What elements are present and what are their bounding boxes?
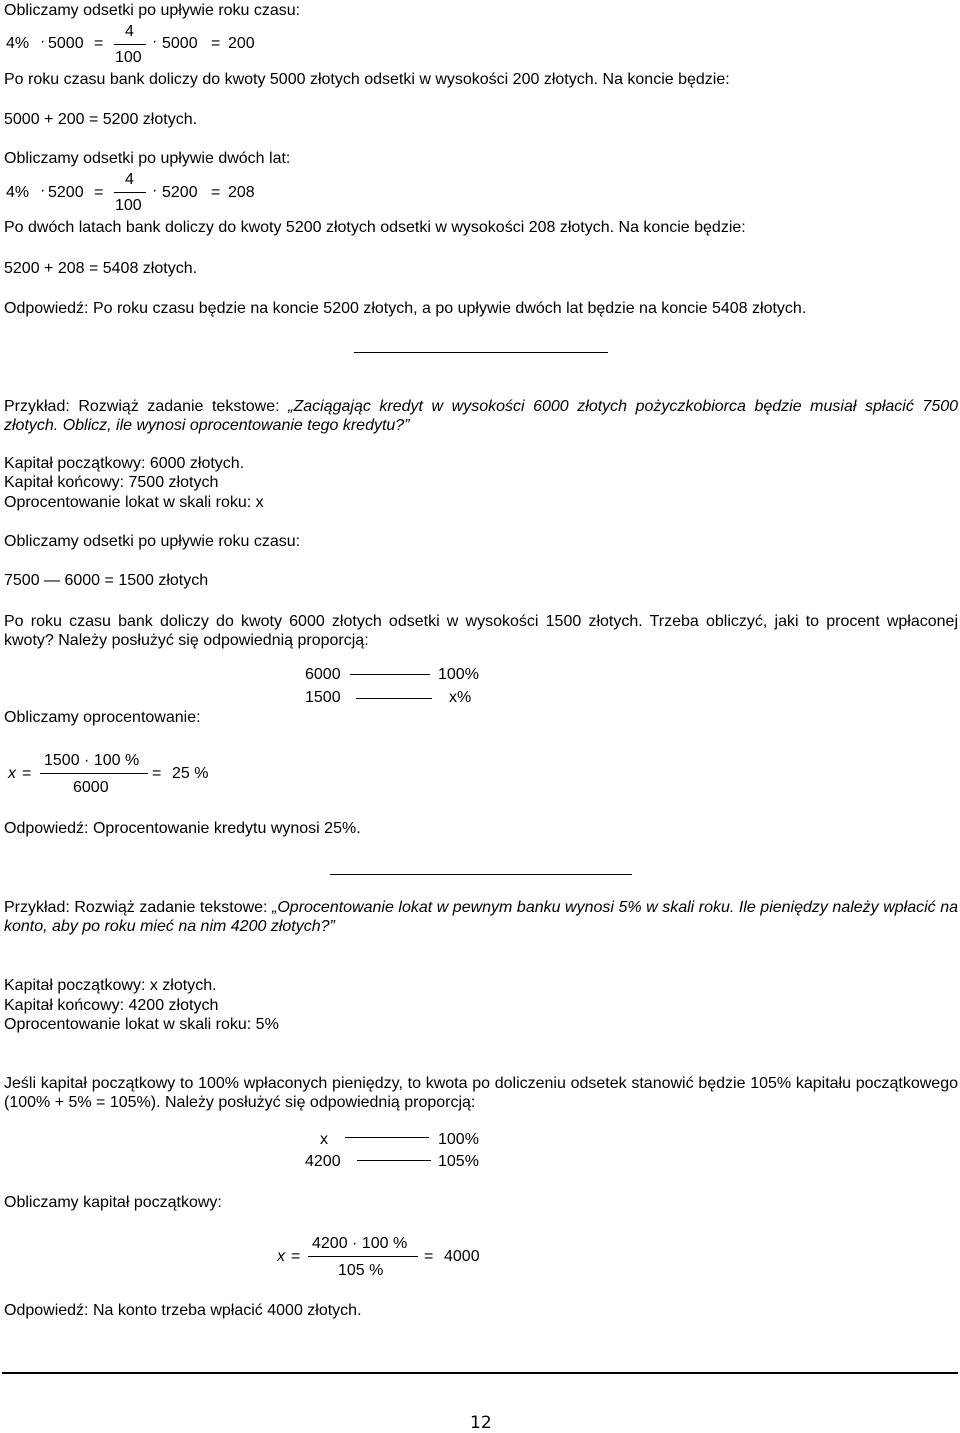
proportion-left: 1500: [305, 689, 341, 706]
proportion-left: x: [320, 1131, 328, 1148]
ex2-calc-intro: Obliczamy odsetki po upływie roku czasu:: [4, 533, 301, 550]
ex3-task-intro: Przykład: Rozwiąż zadanie tekstowe:: [4, 899, 273, 916]
frac-numerator: 4: [125, 171, 134, 188]
proportion-line: [356, 698, 432, 699]
ex2-task-text: „Zaciągając kredyt w wysokości 6000 złotych pożyczkobiorca będzie musiał spłacić 7500 złotych. Oblicz, ile wynosi oprocentowanie tego kredytu?”: [4, 398, 959, 434]
ex1-balance-1: 5000 + 200 = 5200 złotych.: [4, 111, 198, 128]
eq-variable: x: [277, 1248, 285, 1265]
eq-value: 5200: [162, 184, 198, 201]
ex3-task: [4, 898, 958, 936]
ex2-answer: Odpowiedź: Oprocentowanie kredytu wynosi 25%.: [4, 820, 361, 837]
frac-denominator: 6000: [73, 779, 109, 796]
eq-dot: ·: [40, 33, 46, 50]
proportion-right: 105%: [438, 1153, 479, 1170]
section-divider: [330, 874, 632, 875]
ex2-task: [4, 397, 958, 435]
eq-variable: x: [8, 765, 16, 782]
ex1-paragraph-2: Po dwóch latach bank doliczy do kwoty 5200 złotych odsetki w wysokości 208 złotych. Na koncie będzie:: [4, 219, 746, 236]
ex2-capital-start: Kapitał początkowy: 6000 złotych.: [4, 455, 245, 472]
eq-value: 5000: [48, 35, 84, 52]
frac-denominator: 100: [115, 197, 142, 214]
frac-denominator: 105 %: [338, 1262, 384, 1279]
eq-result: 200: [228, 35, 255, 52]
eq-result: 25 %: [172, 765, 209, 782]
ex1-answer: Odpowiedź: Po roku czasu będzie na koncie 5200 złotych, a po upływie dwóch lat będzie na koncie 5408 złotych.: [4, 300, 807, 317]
eq-sign: =: [94, 35, 104, 52]
ex1-intro-line: Obliczamy odsetki po upływie roku czasu:: [4, 2, 301, 19]
eq-sign: =: [94, 184, 104, 201]
ex2-capital-end: Kapitał końcowy: 7500 złotych: [4, 474, 219, 491]
eq-dot: ·: [152, 33, 158, 50]
fraction-bar: [114, 44, 146, 45]
eq-sign: =: [211, 184, 221, 201]
fraction-bar: [40, 773, 148, 774]
proportion-line: [345, 1137, 429, 1138]
frac-numerator: 4200 · 100 %: [312, 1235, 408, 1252]
frac-numerator: 1500 · 100 %: [44, 752, 140, 769]
eq-sign: =: [152, 765, 162, 782]
eq-value: 5000: [162, 35, 198, 52]
eq-sign: =: [211, 35, 221, 52]
eq-lhs: 4%: [6, 35, 30, 52]
ex3-answer: Odpowiedź: Na konto trzeba wpłacić 4000 złotych.: [4, 1302, 362, 1319]
page-number: 12: [470, 1413, 492, 1433]
ex3-capital-end: Kapitał końcowy: 4200 złotych: [4, 997, 219, 1014]
ex3-capital-start: Kapitał początkowy: x złotych.: [4, 977, 217, 994]
eq-result: 208: [228, 184, 255, 201]
ex1-balance-2: 5200 + 208 = 5408 złotych.: [4, 260, 198, 277]
ex3-rate: Oprocentowanie lokat w skali roku: 5%: [4, 1016, 279, 1033]
proportion-line: [357, 1160, 431, 1161]
ex2-paragraph: Po roku czasu bank doliczy do kwoty 6000 złotych odsetki w wysokości 1500 złotych. Trzeba obliczyć, jaki to procent wpłaconej kwoty? Należy posłużyć się odpowiednią proporcją:: [4, 613, 958, 649]
eq-sign: =: [22, 765, 32, 782]
ex2-calc-label: Obliczamy oprocentowanie:: [4, 709, 201, 726]
ex3-calc-label: Obliczamy kapitał początkowy:: [4, 1194, 222, 1211]
fraction-bar: [308, 1256, 418, 1257]
ex2-calc: 7500 — 6000 = 1500 złotych: [4, 572, 209, 589]
proportion-right: x%: [449, 689, 472, 706]
eq-lhs: 4%: [6, 184, 30, 201]
proportion-right: 100%: [438, 1131, 479, 1148]
ex1-paragraph-1: Po roku czasu bank doliczy do kwoty 5000 złotych odsetki w wysokości 200 złotych. Na koncie będzie:: [4, 71, 730, 88]
fraction-bar: [114, 192, 146, 193]
proportion-line: [350, 674, 430, 675]
eq-sign: =: [291, 1248, 301, 1265]
ex2-rate: Oprocentowanie lokat w skali roku: x: [4, 494, 264, 511]
eq-result: 4000: [444, 1248, 480, 1265]
proportion-left: 4200: [305, 1153, 341, 1170]
frac-numerator: 4: [125, 23, 134, 40]
ex1-intro-line-2: Obliczamy odsetki po upływie dwóch lat:: [4, 150, 291, 167]
ex2-task-intro: Przykład: Rozwiąż zadanie tekstowe:: [4, 398, 289, 415]
ex3-paragraph: Jeśli kapitał początkowy to 100% wpłaconych pieniędzy, to kwota po doliczeniu odsetek stanowić będzie 105% kapitału początkowego (100% + 5% = 105%). Należy posłużyć się odpowiednią proporcją:: [4, 1075, 958, 1111]
frac-denominator: 100: [115, 49, 142, 66]
page-footer-rule: [2, 1372, 958, 1374]
ex3-task-text: „Oprocentowanie lokat w pewnym banku wynosi 5% w skali roku. Ile pieniędzy należy wpłacić na konto, aby po roku mieć na nim 4200 złotych?”: [4, 899, 958, 935]
eq-value: 5200: [48, 184, 84, 201]
proportion-left: 6000: [305, 666, 341, 683]
eq-dot: ·: [40, 182, 46, 199]
proportion-right: 100%: [438, 666, 479, 683]
eq-dot: ·: [152, 182, 158, 199]
section-divider: [354, 352, 608, 353]
eq-sign: =: [424, 1248, 434, 1265]
